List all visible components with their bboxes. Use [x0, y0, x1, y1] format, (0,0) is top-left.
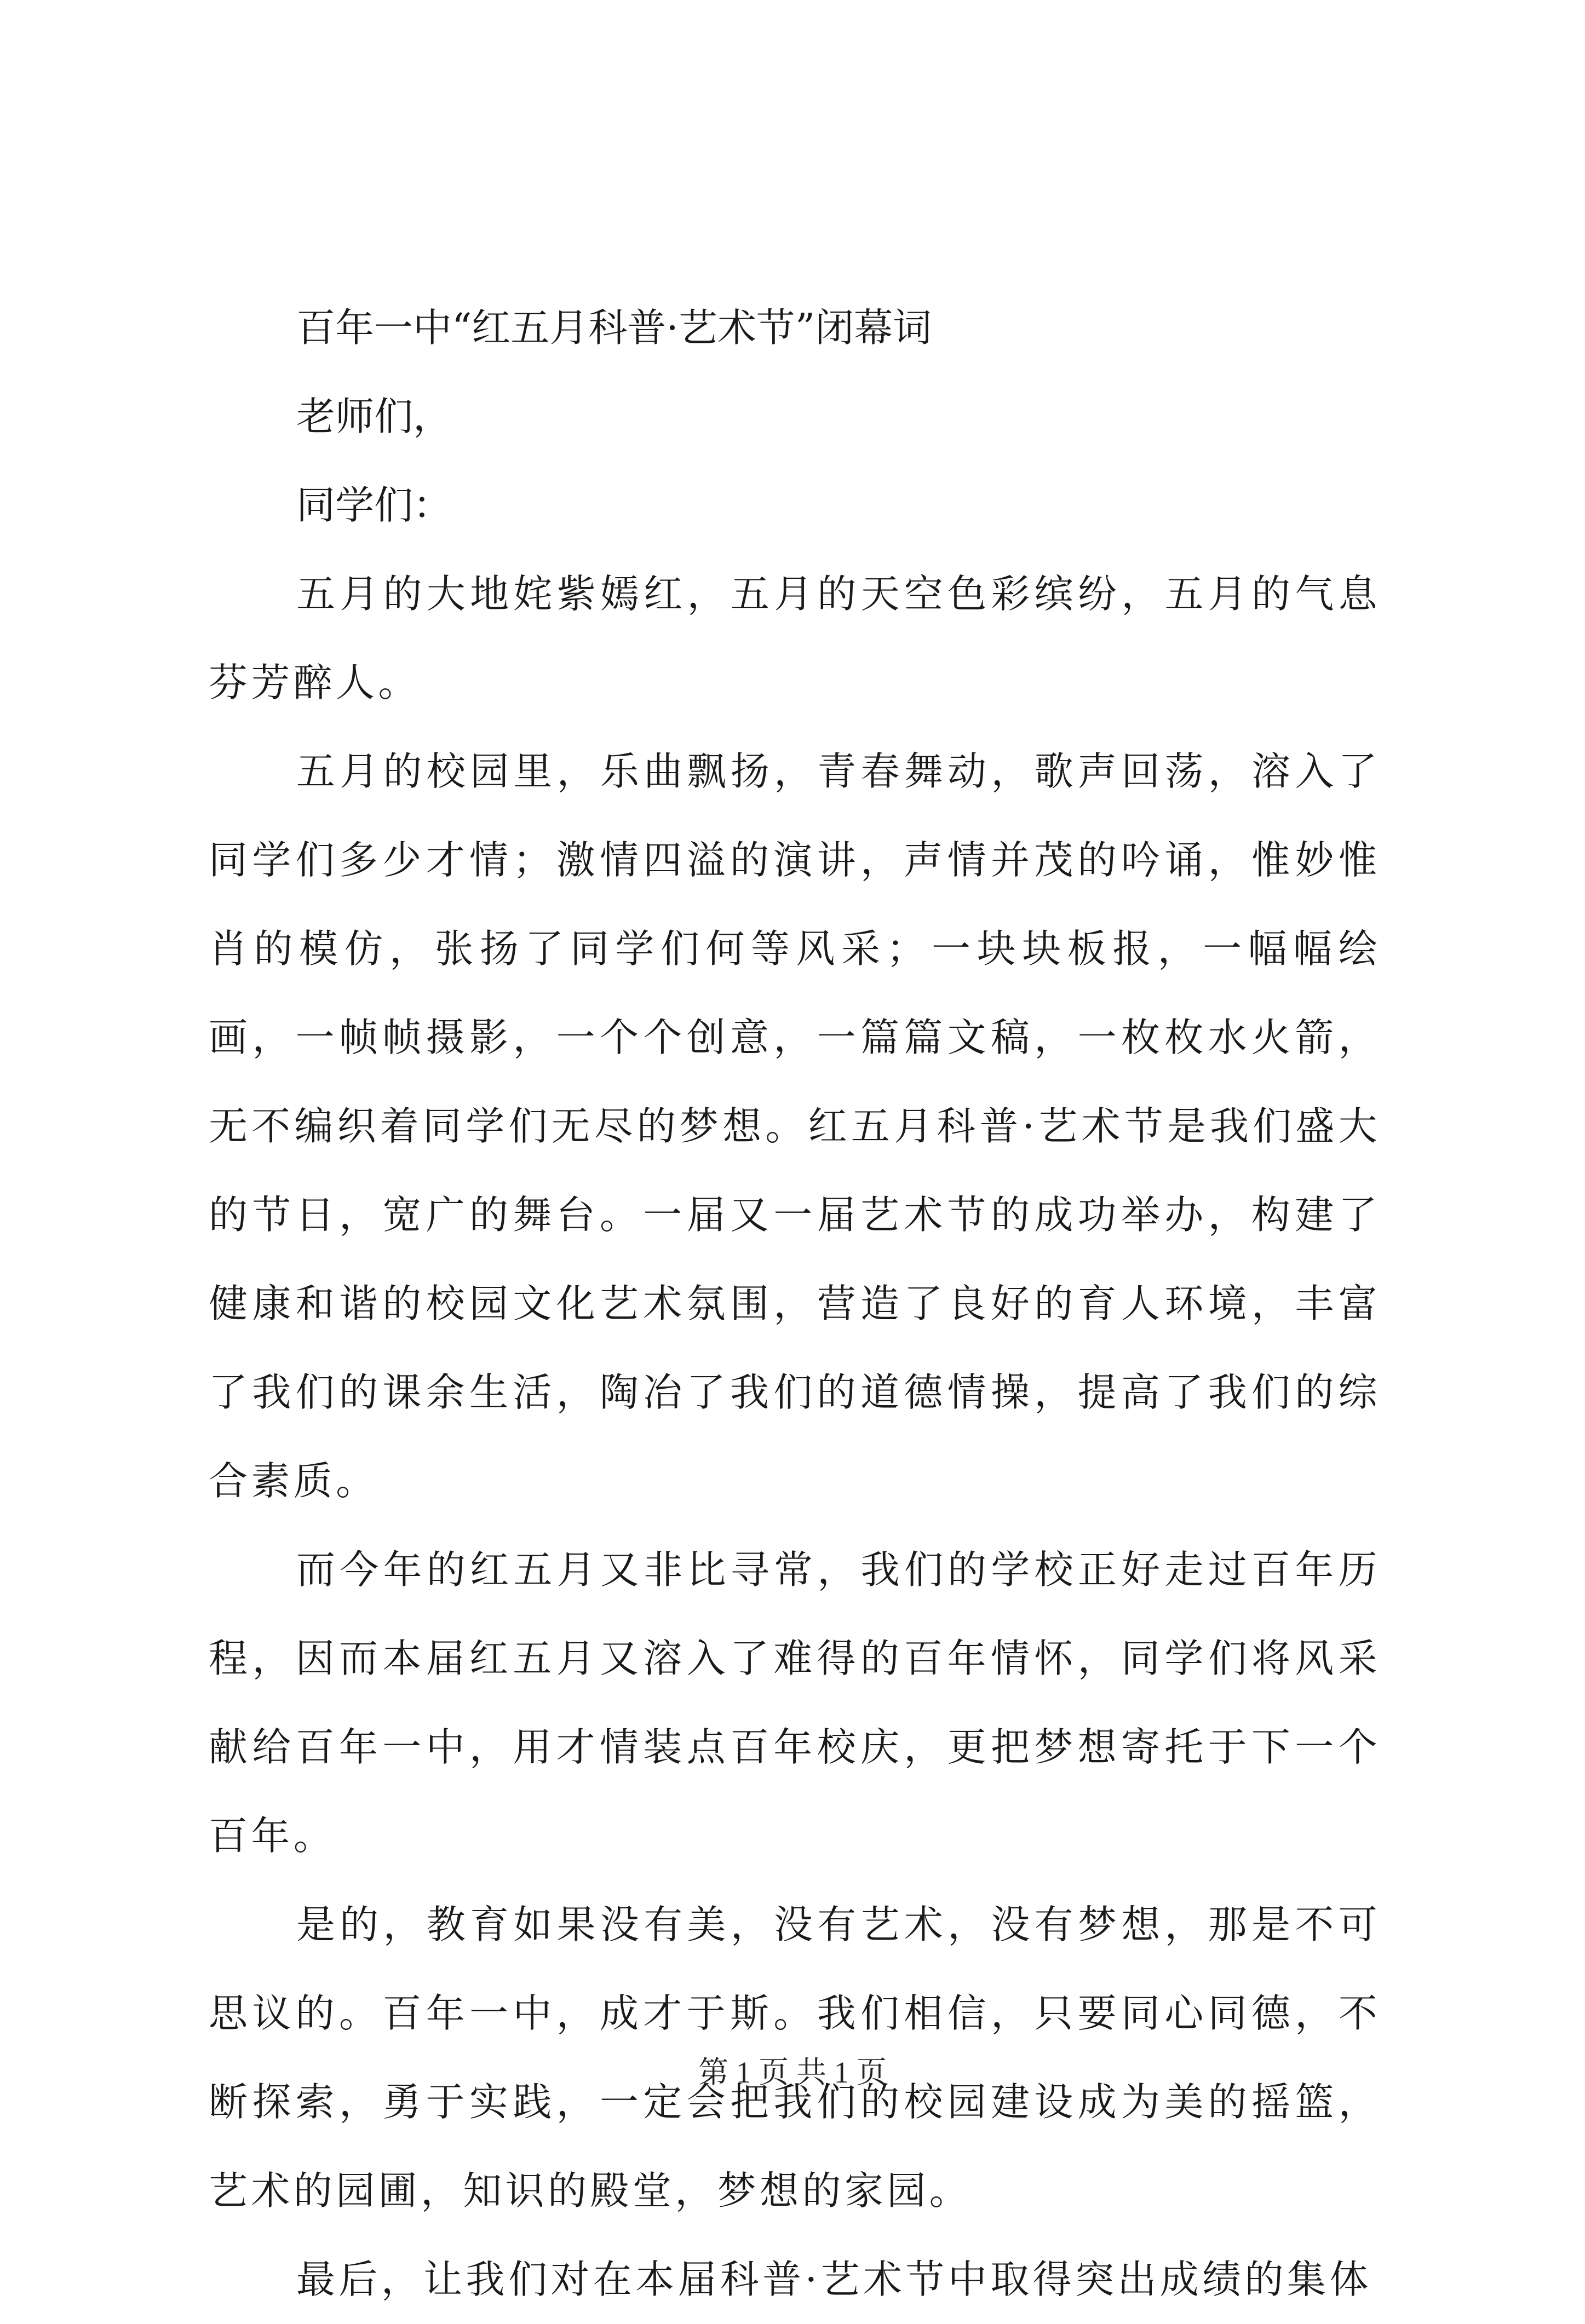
salutation-teachers: 老师们， [296, 394, 452, 439]
page-number-footer: 第 1 页 共 1 页 [698, 2056, 887, 2089]
document-body [209, 284, 1381, 2324]
paragraph-3: 而今年的红五月又非比寻常，我们的学校正好走过百年历程，因而本届红五月又溶入了难得的百年情怀，同学们将风采献给百年一中，用才情装点百年校庆，更把梦想寄托于下一个百年。 [209, 1547, 1381, 1859]
paragraph-1: 五月的大地姹紫嫣红，五月的天空色彩缤纷，五月的气息芬芳醉人。 [209, 571, 1381, 705]
salutation-students: 同学们： [296, 482, 452, 528]
paragraph-2: 五月的校园里，乐曲飘扬，青春舞动，歌声回荡，溶入了同学们多少才情；激情四溢的演讲，声情并茂的吟诵，惟妙惟肖的模仿，张扬了同学们何等风采；一块块板报，一幅幅绘画，一帧帧摄影，一个个创意，一篇篇文稿，一枚枚水火箭，无不编织着同学们无尽的梦想。红五月科普·艺术节是我们盛大的节日，宽广的舞台。一届又一届艺术节的成功举办，构建了健康和谐的校园文化艺术氛围，营造了良好的育人环境，丰富了我们的课余生活，陶冶了我们的道德情操，提高了我们的综合素质。 [209, 749, 1381, 1504]
document-title: 百年一中“红五月科普·艺术节”闭幕词 [296, 305, 932, 350]
paragraph-4: 是的，教育如果没有美，没有艺术，没有梦想，那是不可思议的。百年一中，成才于斯。我们相信，只要同心同德，不断探索，勇于实践，一定会把我们的校园建设成为美的摇篮，艺术的园圃，知识的殿堂，梦想的家园。 [209, 1902, 1381, 2213]
paragraph-5: 最后，让我们对在本届科普·艺术节中取得突出成绩的集体 [296, 2257, 1372, 2302]
